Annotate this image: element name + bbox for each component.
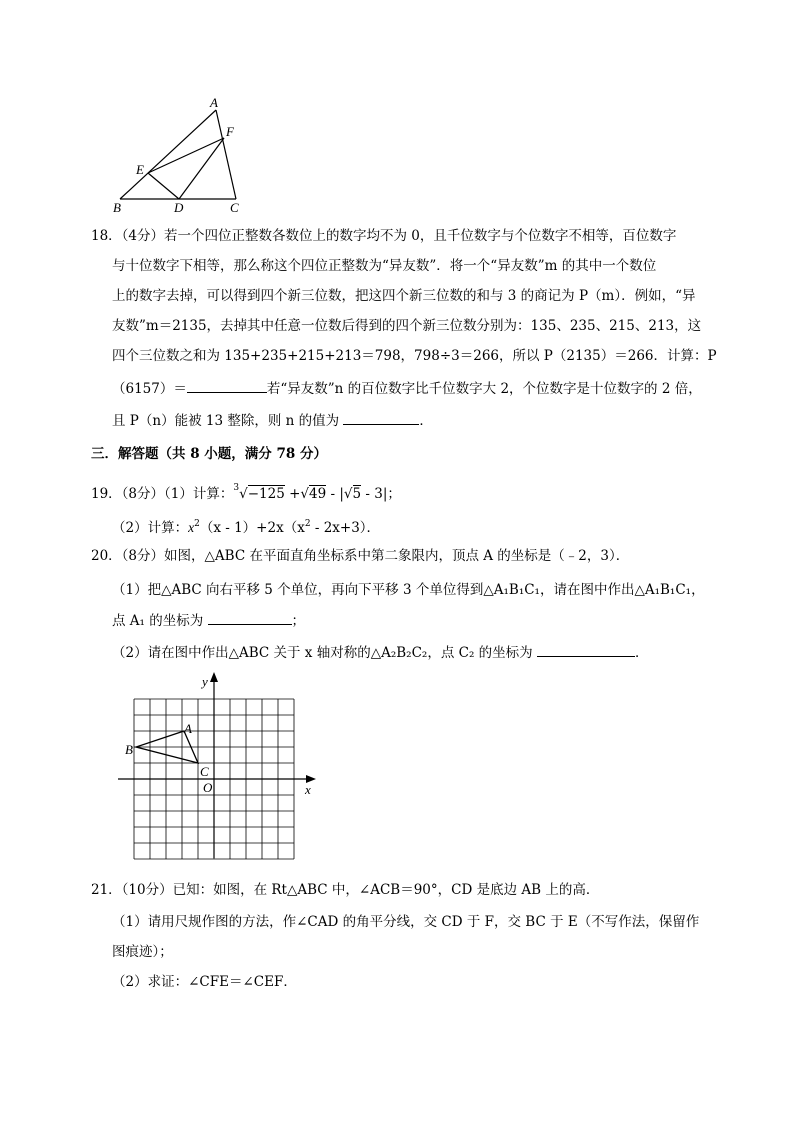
radicand-2: 49 [309, 486, 327, 502]
plus-sign: + [284, 486, 301, 502]
root-sign: √ [300, 486, 310, 502]
q18-line2: 与十位数字下相等，那么称这个四位正整数为“异友数”．将一个“异友数”m 的其中一个数位 [112, 258, 657, 274]
segment-DF [179, 138, 224, 199]
point-A-label: A [184, 721, 192, 736]
label-B: B [113, 200, 121, 215]
q18-line6 [112, 378, 702, 399]
q19-part1 [91, 478, 401, 504]
abs-close: - 3|； [361, 486, 401, 502]
section-title: 三．解答题（共 8 小题，满分 78 分） [91, 446, 327, 462]
axis-y-label: y [202, 674, 208, 689]
radicand-1: −125 [247, 486, 285, 502]
label-D: D [174, 200, 184, 215]
exponent: 2 [304, 519, 311, 529]
q20-line3-end: ； [291, 613, 306, 629]
q21-line1: 21．（10分）已知：如图，在 Rt△ABC 中，∠ACB＝90°，CD 是底边 AB 上的高． [91, 882, 600, 898]
label-F: F [226, 124, 234, 139]
label-E: E [136, 162, 144, 177]
answer-blank[interactable] [537, 642, 635, 657]
expr-middle: （x - 1）+2x（x [199, 520, 305, 536]
q18-line1: 18．（4分）若一个四位正整数各数位上的数字均不为 0，且千位数字与个位数字不相等，百位数字 [91, 228, 677, 244]
label-C: C [230, 200, 239, 215]
segment-ED [148, 173, 179, 199]
origin-label: O [203, 780, 213, 795]
q18-line7 [112, 410, 433, 431]
q18-line6-start: （6157）＝ [112, 381, 187, 397]
q19-part2 [112, 514, 380, 538]
q21-line3: 图痕迹）； [112, 944, 173, 960]
q18-line7-end: ． [419, 413, 433, 429]
q21-line2: （1）请用尺规作图的方法，作∠CAD 的角平分线，交 CD 于 F，交 BC 于 E（不写作法，保留作 [112, 914, 700, 930]
q18-line6-end: 若“异友数”n 的百位数字比千位数字大 2，个位数字是十位数字的 2 倍， [266, 381, 702, 397]
q19-part2-prefix: （2）计算： [112, 520, 189, 536]
coordinate-grid [118, 672, 318, 872]
q21-line4: （2）求证：∠CFE＝∠CEF． [112, 974, 297, 990]
radicand-3: 5 [352, 486, 362, 502]
q20-line4-end: ． [634, 645, 649, 661]
expr-end: - 2x+3）． [310, 520, 381, 536]
q20-line1: 20．（8分）如图，△ABC 在平面直角坐标系中第二象限内，顶点 A 的坐标是（﹣2，3）． [91, 548, 630, 564]
triangle-figure [108, 96, 258, 216]
root-sign: √ [343, 486, 353, 502]
q20-line4-start: （2）请在图中作出△ABC 关于 x 轴对称的△A₂B₂C₂，点 C₂ 的坐标为 [112, 645, 533, 661]
q20-line3-start: 点 A₁ 的坐标为 [112, 613, 204, 629]
expr-x: x [188, 520, 195, 535]
q20-line3 [112, 610, 305, 631]
exponent: 2 [194, 519, 200, 529]
q18-line4: 友数”m＝2135，去掉其中任意一位数后得到的四个新三位数分别为：135、235、215、213，这 [112, 318, 702, 334]
cube-root-index: 3 [233, 483, 240, 493]
answer-blank[interactable] [343, 410, 419, 425]
answer-blank[interactable] [208, 610, 292, 625]
segment-AB [120, 110, 216, 199]
abs-open: - | [326, 486, 344, 502]
q18-line3: 上的数字去掉，可以得到四个新三位数，把这四个新三位数的和与 3 的商记为 P（m）．例如，“异 [112, 288, 696, 304]
q20-line4 [112, 642, 648, 663]
segment-EF [148, 138, 224, 173]
label-A: A [210, 95, 218, 110]
point-C-label: C [200, 764, 209, 779]
q19-part1-prefix: 19．（8分）（1）计算： [91, 486, 234, 502]
q18-line7-start: 且 P（n）能被 13 整除，则 n 的值为 [112, 413, 340, 429]
y-axis-arrow [210, 672, 218, 682]
q20-line2: （1）把△ABC 向右平移 5 个单位，再向下平移 3 个单位得到△A₁B₁C₁，请在图中作出△A₁B₁C₁， [112, 582, 705, 598]
axis-x-label: x [305, 782, 311, 797]
point-B-label: B [125, 742, 133, 757]
root-sign: √ [239, 486, 248, 502]
q18-line5: 四个三位数之和为 135+235+215+213＝798，798÷3＝266，所以 P（2135）＝266．计算：P [112, 348, 717, 364]
answer-blank[interactable] [187, 378, 267, 393]
